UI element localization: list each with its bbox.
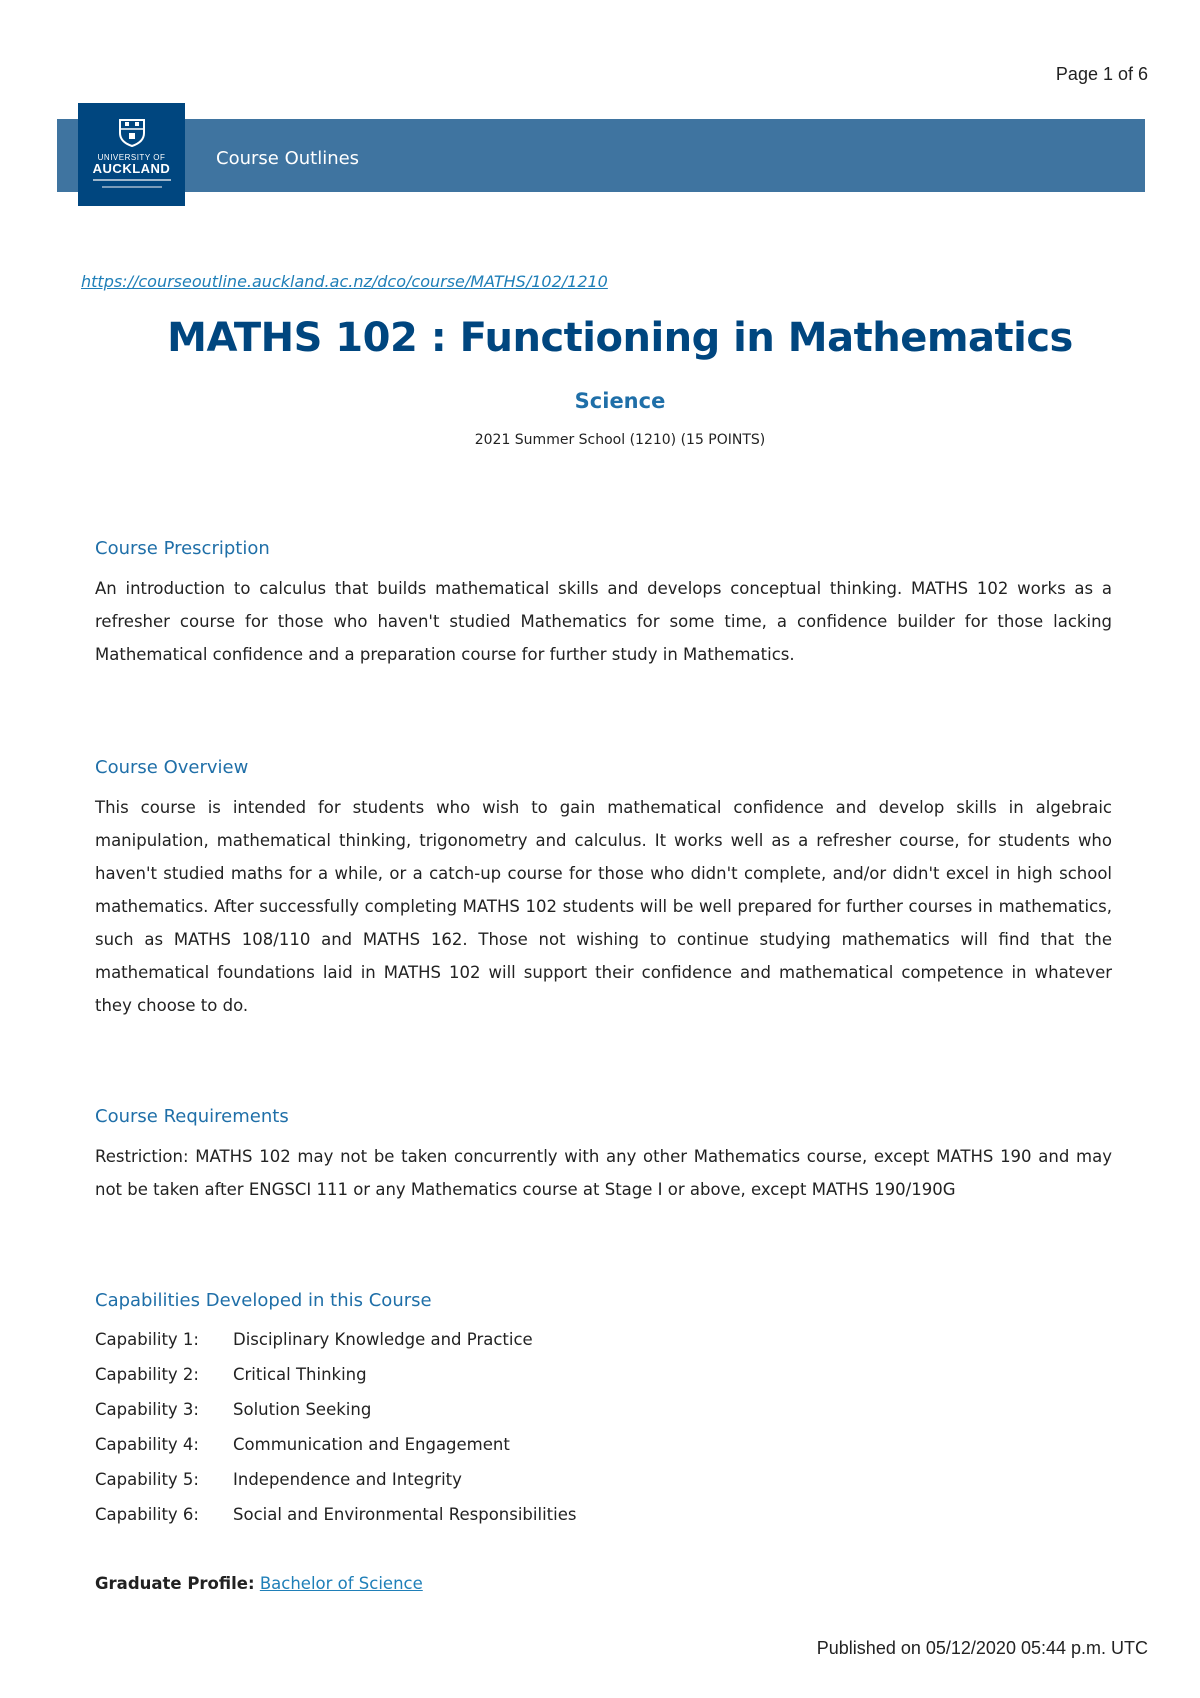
overview-heading: Course Overview — [95, 757, 249, 778]
capability-label: Capability 4: — [95, 1435, 199, 1454]
capability-name: Communication and Engagement — [233, 1435, 510, 1454]
logo-text-top: UNIVERSITY OF — [97, 153, 166, 162]
list-item — [95, 1427, 576, 1462]
logo-text-main: AUCKLAND — [92, 161, 171, 176]
page-indicator: Page 1 of 6 — [1055, 64, 1148, 84]
published-timestamp: Published on 05/12/2020 05:44 p.m. UTC — [816, 1638, 1148, 1658]
bachelor-of-science-link[interactable]: Bachelor of Science — [259, 1574, 423, 1593]
capabilities-list — [95, 1322, 576, 1532]
university-logo[interactable] — [78, 103, 185, 206]
capability-name: Social and Environmental Responsibilities — [233, 1505, 577, 1524]
logo-divider — [93, 179, 171, 181]
capability-name: Critical Thinking — [233, 1365, 367, 1384]
capability-name: Disciplinary Knowledge and Practice — [233, 1330, 533, 1349]
capability-name: Independence and Integrity — [233, 1470, 462, 1489]
header-title[interactable]: Course Outlines — [216, 148, 360, 169]
crest-icon — [117, 117, 147, 147]
capability-label: Capability 1: — [95, 1330, 199, 1349]
capability-label: Capability 5: — [95, 1470, 199, 1489]
requirements-heading: Course Requirements — [95, 1106, 289, 1127]
capability-name: Solution Seeking — [233, 1400, 372, 1419]
course-title: MATHS 102 : Functioning in Mathematics — [167, 315, 1073, 361]
list-item — [95, 1322, 576, 1357]
course-url-link[interactable]: https://courseoutline.auckland.ac.nz/dco/course/MATHS/102/1210 — [81, 272, 608, 291]
prescription-text: An introduction to calculus that builds mathematical skills and develops conceptual thinking. MATHS 102 works as a refresher course for those who haven't studied Mathematics for some time, a confidence builder for those lacking Mathematical confidence and a preparation course for further study in Mathematics. — [95, 579, 1112, 664]
prescription-heading: Course Prescription — [95, 538, 270, 559]
graduate-profile-label: Graduate Profile: — [95, 1574, 255, 1593]
list-item — [95, 1497, 576, 1532]
session-info: 2021 Summer School (1210) (15 POINTS) — [474, 432, 766, 448]
logo-divider — [102, 186, 162, 188]
list-item — [95, 1357, 576, 1392]
list-item — [95, 1392, 576, 1427]
capabilities-heading: Capabilities Developed in this Course — [95, 1290, 432, 1311]
capability-label: Capability 2: — [95, 1365, 199, 1384]
capability-label: Capability 6: — [95, 1505, 199, 1524]
capability-label: Capability 3: — [95, 1400, 199, 1419]
list-item — [95, 1462, 576, 1497]
overview-text: This course is intended for students who wish to gain mathematical confidence and develop skills in algebraic manipulation, mathematical thinking, trigonometry and calculus. It works well as a refresher course, for students who haven't studied maths for a while, or a catch-up course for those who didn't complete, and/or didn't excel in high school mathematics. After successfully completing MATHS 102 students will be well prepared for further courses in mathematics, such as MATHS 108/110 and MATHS 162. Those not wishing to continue studying mathematics will find that the mathematical foundations laid in MATHS 102 will support their confidence and mathematical competence in whatever they choose to do. — [95, 798, 1112, 1015]
requirements-text: Restriction: MATHS 102 may not be taken concurrently with any other Mathematics course, except MATHS 190 and may not be taken after ENGSCI 111 or any Mathematics course at Stage I or above, except MATHS 190/190G — [95, 1147, 1112, 1199]
graduate-profile — [95, 1574, 423, 1593]
faculty-name: Science — [574, 389, 666, 413]
